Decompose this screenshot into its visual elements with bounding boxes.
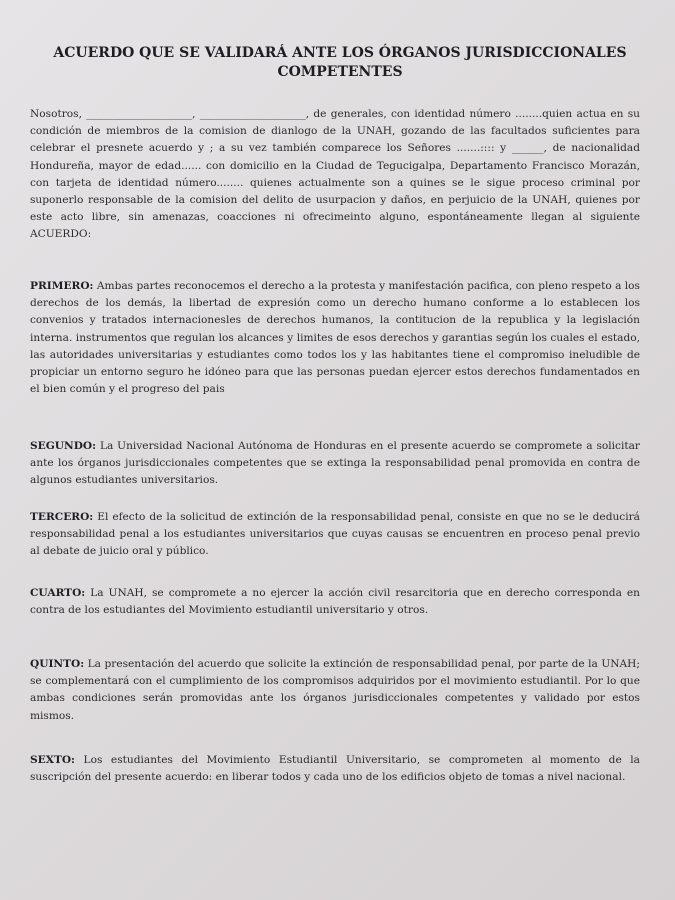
- intro-paragraph: Nosotros, ____________________, ____________________, de generales, con identidad número ........quien actua en su condición de miembros de la comision de dianlogo de la UNAH, gozando de las facultados suficientes para celebrar el presnete acuerdo y ; a su vez también comparece los Señores .......:::: y ______, de nacionalidad Hondureña, mayor de edad...... con domicilio en la Ciudad de Tegucigalpa, Departamento Francisco Morazán, con tarjeta de identidad número........ quienes actualmente son a quines se le sigue proceso criminal por suponerlo responsable de la comision del delito de usurpacion y daños, en perjuicio de la UNAH, quienes por este acto libre, sin amenazas, coacciones ni ofrecimeinto alguno, espontáneamente llegan al siguiente ACUERDO:: [30, 108, 640, 241]
- clause-text: La UNAH, se compromete a no ejercer la acción civil resarcitoria que en derecho corresponda en contra de los estudiantes del Movimiento estudiantil universitario y otros.: [30, 587, 640, 617]
- clause-quinto: [30, 656, 640, 725]
- clause-segundo: [30, 438, 640, 490]
- clause-cuarto: [30, 585, 640, 619]
- clause-text: La Universidad Nacional Autónoma de Honduras en el presente acuerdo se compromete a solicitar ante los órganos jurisdiccionales competentes que se extinga la responsabilidad penal promovida en contra de algunos estudiantes universitarios.: [30, 440, 640, 487]
- clause-label: SEGUNDO:: [30, 440, 97, 452]
- clause-label: CUARTO:: [30, 587, 86, 599]
- clause-label: PRIMERO:: [30, 280, 94, 292]
- clause-label: SEXTO:: [30, 754, 75, 766]
- clause-tercero: [30, 509, 640, 561]
- document-title: ACUERDO QUE SE VALIDARÁ ANTE LOS ÓRGANOS JURISDICCIONALES COMPETENTES: [53, 45, 627, 80]
- clause-sexto: [30, 752, 640, 786]
- clause-text: La presentación del acuerdo que solicite la extinción de responsabilidad penal, por parte de la UNAH; se complementará con el cumplimiento de los compromisos adquiridos por el movimiento estudiantil. Por lo que ambas condiciones serán promovidas ante los órganos jurisdiccionales competentes y validado por estos mismos.: [30, 658, 640, 722]
- clause-text: Ambas partes reconocemos el derecho a la protesta y manifestación pacifica, con pleno respeto a los derechos de los demás, la libertad de expresión como un derecho humano conforme a lo establecen los convenios y tratados internacionesles de derechos humanos, la contitucion de la republica y la legislación interna. instrumentos que regulan los alcances y limites de esos derechos y garantias según los cuales el estado, las autoridades universitarias y estudiantes como todos los y las habitantes tiene el compromiso ineludible de propiciar un entorno seguro he idóneo para que las personas puedan ejercer estos derechos fundamentados en el bien común y el progreso del pais: [30, 280, 640, 396]
- clause-label: QUINTO:: [30, 658, 85, 670]
- clause-primero: [30, 278, 640, 398]
- clause-text: Los estudiantes del Movimiento Estudiantil Universitario, se comprometen al momento de la suscripción del presente acuerdo: en liberar todos y cada uno de los edificios objeto de tomas a nivel nacional.: [30, 754, 640, 784]
- clause-label: TERCERO:: [30, 511, 94, 523]
- clause-text: El efecto de la solicitud de extinción de la responsabilidad penal, consiste en que no se le deducirá responsabilidad penal a los estudiantes universitarios que cuyas causas se encuentren en proceso penal previo al debate de juicio oral y público.: [30, 511, 640, 558]
